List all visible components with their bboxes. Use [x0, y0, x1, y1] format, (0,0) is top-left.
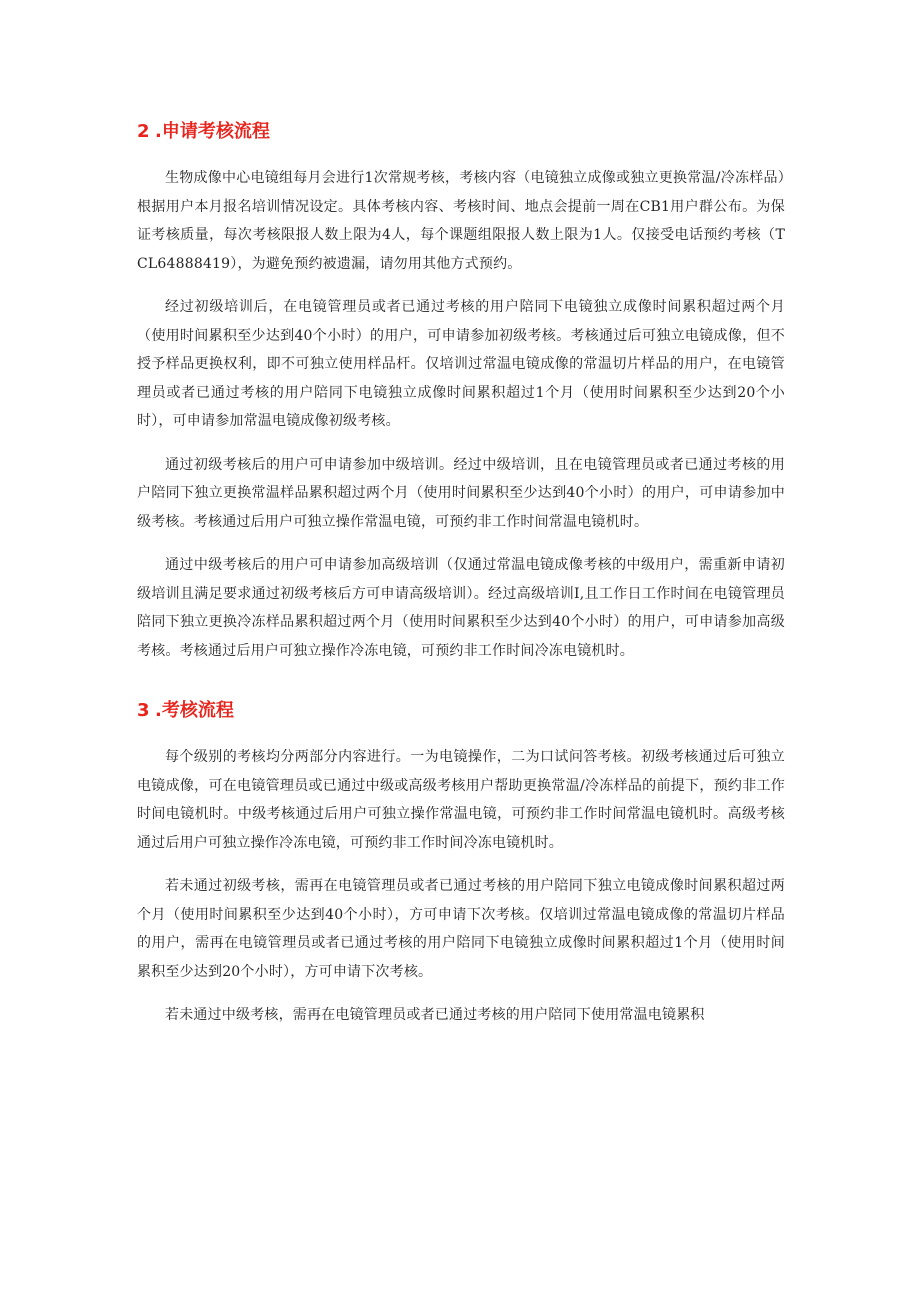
paragraph: 若未通过中级考核，需再在电镜管理员或者已通过考核的用户陪同下使用常温电镜累积: [165, 1007, 705, 1023]
paragraph: 通过初级考核后的用户可申请参加中级培训。经过中级培训，且在电镜管理员或者已通过考核的用户陪同下独立更换常温样品累积超过两个月（使用时间累积至少达到40个小时）的用户，可申请参加中级考核。考核通过后用户可独立操作常温电镜，可预约非工作时间常温电镜机时。: [137, 456, 785, 530]
section-title: .申请考核流程: [155, 121, 270, 142]
section-title: .考核流程: [155, 700, 234, 721]
paragraph: 每个级别的考核均分两部分内容进行。一为电镜操作，二为口试问答考核。初级考核通过后可独立电镜成像，可在电镜管理员或已通过中级或高级考核用户帮助更换常温/冷冻样品的前提下，预约非工作时间电镜机时。中级考核通过后用户可独立操作常温电镜，可预约非工作时间常温电镜机时。高级考核通过后用户可独立操作冷冻电镜，可预约非工作时间冷冻电镜机时。: [137, 749, 785, 851]
section-heading-exam-process: [137, 697, 785, 725]
paragraph: 生物成像中心电镜组每月会进行1次常规考核，考核内容（电镜独立成像或独立更换常温/冷冻样品）根据用户本月报名培训情况设定。具体考核内容、考核时间、地点会提前一周在CB1用户群公布。为保证考核质量，每次考核限报人数上限为4人，每个课题组限报人数上限为1人。仅接受电话预约考核（TCL64888419），为避免预约被遗漏，请勿用其他方式预约。: [137, 170, 785, 272]
paragraph: 若未通过初级考核，需再在电镜管理员或者已通过考核的用户陪同下独立电镜成像时间累积超过两个月（使用时间累积至少达到40个小时），方可申请下次考核。仅培训过常温电镜成像的常温切片样品的用户，需再在电镜管理员或者已通过考核的用户陪同下电镜独立成像时间累积超过1个月（使用时间累积至少达到20个小时），方可申请下次考核。: [137, 878, 785, 980]
section-number: 3: [137, 700, 150, 721]
document-content: [137, 118, 785, 1030]
section-heading-apply-process: [137, 118, 785, 146]
paragraph: 通过中级考核后的用户可申请参加高级培训（仅通过常温电镜成像考核的中级用户，需重新申请初级培训且满足要求通过初级考核后方可申请高级培训）。经过高级培训I,且工作日工作时间在电镜管理员陪同下独立更换冷冻样品累积超过两个月（使用时间累积至少达到40个小时）的用户，可申请参加高级考核。考核通过后用户可独立操作冷冻电镜，可预约非工作时间冷冻电镜机时。: [137, 557, 785, 659]
section-number: 2: [137, 121, 150, 142]
paragraph: 经过初级培训后，在电镜管理员或者已通过考核的用户陪同下电镜独立成像时间累积超过两个月（使用时间累积至少达到40个小时）的用户，可申请参加初级考核。考核通过后可独立电镜成像，但不授予样品更换权利，即不可独立使用样品杆。仅培训过常温电镜成像的常温切片样品的用户，在电镜管理员或者已通过考核的用户陪同下电镜独立成像时间累积超过1个月（使用时间累积至少达到20个小时），可申请参加常温电镜成像初级考核。: [137, 299, 785, 429]
